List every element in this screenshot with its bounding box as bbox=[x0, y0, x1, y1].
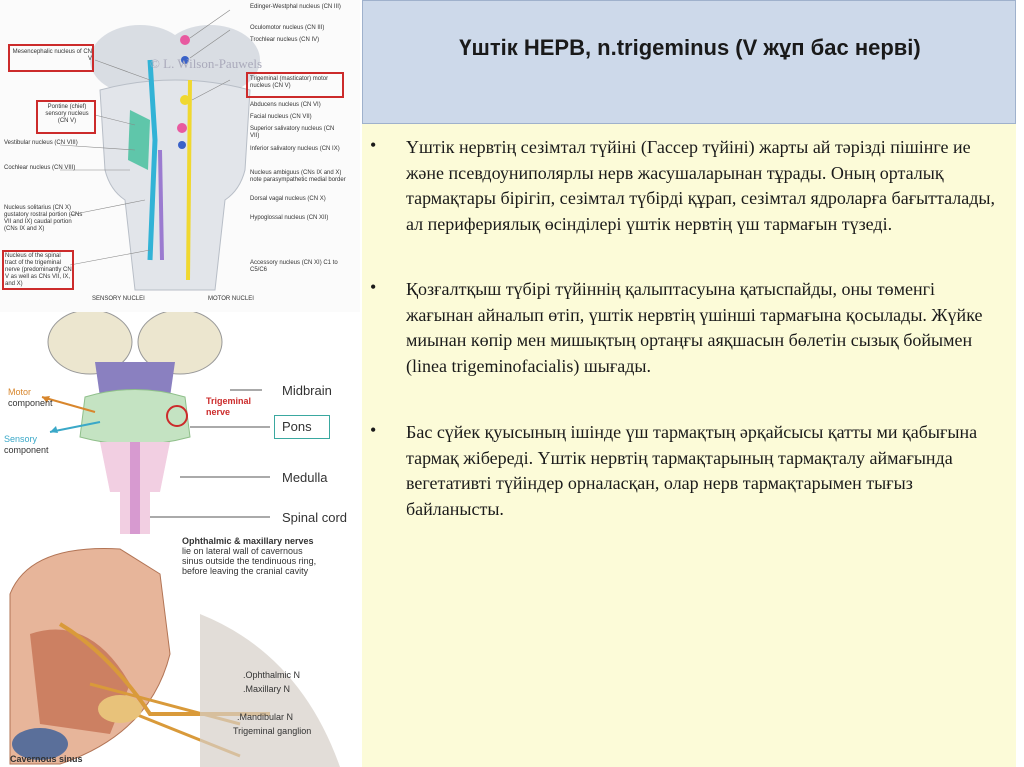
right-label-superior-salivatory: Superior salivatory nucleus (CN VII) bbox=[250, 126, 335, 139]
midbrain-label: Midbrain bbox=[282, 383, 332, 398]
motor-component-label-2: component bbox=[8, 398, 53, 408]
trigeminal-nerve-label-1: Trigeminal bbox=[206, 396, 252, 406]
motor-component-label-1: Motor bbox=[8, 387, 32, 397]
right-label-dorsal-vagal: Dorsal vagal nucleus (CN X) bbox=[250, 196, 326, 202]
right-label-inferior-salivatory: Inferior salivatory nucleus (CN IX) bbox=[250, 146, 340, 152]
left-label-mesencephalic: Mesencephalic nucleus of CN V bbox=[12, 49, 92, 62]
slide-title: Үштік НЕРВ, n.trigeminus (V жұп бас нерві) bbox=[459, 35, 921, 60]
spinal-cord-label: Spinal cord bbox=[282, 510, 348, 525]
watermark: © L. Wilson-Pauwels bbox=[150, 56, 263, 71]
dissection-caption-1: Ophthalmic & maxillary nerves bbox=[182, 536, 314, 546]
pons-label: Pons bbox=[282, 419, 312, 434]
brainstem-nuclei-figure bbox=[0, 0, 360, 312]
medulla-label: Medulla bbox=[282, 470, 328, 485]
right-label-trigeminal-motor: Trigeminal (masticator) motor nucleus (CN V) bbox=[250, 76, 329, 89]
left-label-solitarius: Nucleus solitarius (CN X) gustatory rostral portion (CNs VII and IX) caudal portion (CNs IX and X) bbox=[4, 205, 83, 232]
left-label-cochlear: Cochlear nucleus (CN VIII) bbox=[4, 165, 76, 171]
paragraph-2: Қозғалтқыш түбірі түйіннің қалыптасуына қатыспайды, оны төменгі жағынан айналып өтіп, үштік нервтің үшінші тармағына қосылады. Жүйке миынан көпір мен мишықтың ортаңғы аяқшасын бөлетін сызық бойымен (linea trigeminofacialis) шығады. bbox=[406, 279, 983, 376]
mandibular-nerve-label: .Mandibular N bbox=[237, 712, 294, 722]
cavernous-sinus-label: Cavernous sinus bbox=[10, 754, 83, 764]
right-label-oculomotor: Oculomotor nucleus (CN III) bbox=[250, 25, 325, 31]
trigeminal-nerve-label-2: nerve bbox=[206, 407, 231, 417]
right-label-accessory: Accessory nucleus (CN XI) C1 to C5/C6 bbox=[250, 260, 338, 273]
dissection-caption-4: before leaving the cranial cavity bbox=[182, 566, 309, 576]
ophthalmic-nerve-label: .Ophthalmic N bbox=[243, 670, 301, 680]
slide-content bbox=[362, 124, 1016, 767]
right-label-ambiguus: Nucleus ambiguus (CNs IX and X) note parasympathetic medial border bbox=[250, 170, 346, 183]
left-label-vestibular: Vestibular nucleus (CN VIII) bbox=[4, 140, 78, 146]
dissection-caption-3: sinus outside the tendinuous ring, bbox=[182, 556, 317, 566]
figures-column bbox=[0, 0, 360, 767]
right-label-abducens: Abducens nucleus (CN VI) bbox=[250, 102, 321, 108]
bullet-1: • bbox=[370, 135, 377, 155]
paragraph-1: Үштік нервтің сезімтал түйіні (Гассер түйіні) жарты ай тәрізді пішінге ие және псевдоуниполярлы нерв жасушаларынан тұрады. Оның орталық тармақтары бірігіп, сезімтал түбірді құрап, сезімтал ядроларға бағытталады, ал перифериялық өсінділері үштік нервтің үш тармағын түзеді. bbox=[406, 137, 995, 234]
cranial-cavity-figure bbox=[0, 534, 360, 767]
paragraph-3: Бас сүйек қуысының ішінде үш тармақтың әрқайсысы қатты ми қабығына тармақ жібереді. Үштік нервтің тармақтарының тармақталу аймағында вегетативті түйіндер орналасқан, олар нерв тармақтарымен тығыз байланысты. bbox=[406, 422, 978, 519]
right-label-trochlear: Trochlear nucleus (CN IV) bbox=[250, 37, 320, 43]
right-label-hypoglossal: Hypoglossal nucleus (CN XII) bbox=[250, 215, 329, 221]
dissection-caption-2: lie on lateral wall of cavernous bbox=[182, 546, 303, 556]
right-label-facial: Facial nucleus (CN VII) bbox=[250, 114, 312, 120]
trigeminal-ganglion-label: Trigeminal ganglion bbox=[233, 726, 312, 736]
left-label-pontine: Pontine (chief) sensory nucleus (CN V) bbox=[45, 104, 89, 124]
sensory-nuclei-caption: SENSORY NUCLEI bbox=[92, 296, 145, 302]
brainstem-trigeminal-figure bbox=[0, 312, 360, 534]
left-label-spinal-tract: Nucleus of the spinal tract of the trigeminal nerve (predominantly CN V as well as CNs VII, IX, and X) bbox=[5, 253, 72, 287]
maxillary-nerve-label: .Maxillary N bbox=[243, 684, 291, 694]
right-label-edinger: Edinger-Westphal nucleus (CN III) bbox=[250, 4, 341, 10]
motor-nuclei-caption: MOTOR NUCLEI bbox=[208, 296, 254, 302]
title-bar bbox=[362, 0, 1016, 124]
sensory-component-label-1: Sensory bbox=[4, 434, 38, 444]
bullet-2: • bbox=[370, 277, 377, 297]
bullet-3: • bbox=[370, 420, 377, 440]
sensory-component-label-2: component bbox=[4, 445, 49, 455]
